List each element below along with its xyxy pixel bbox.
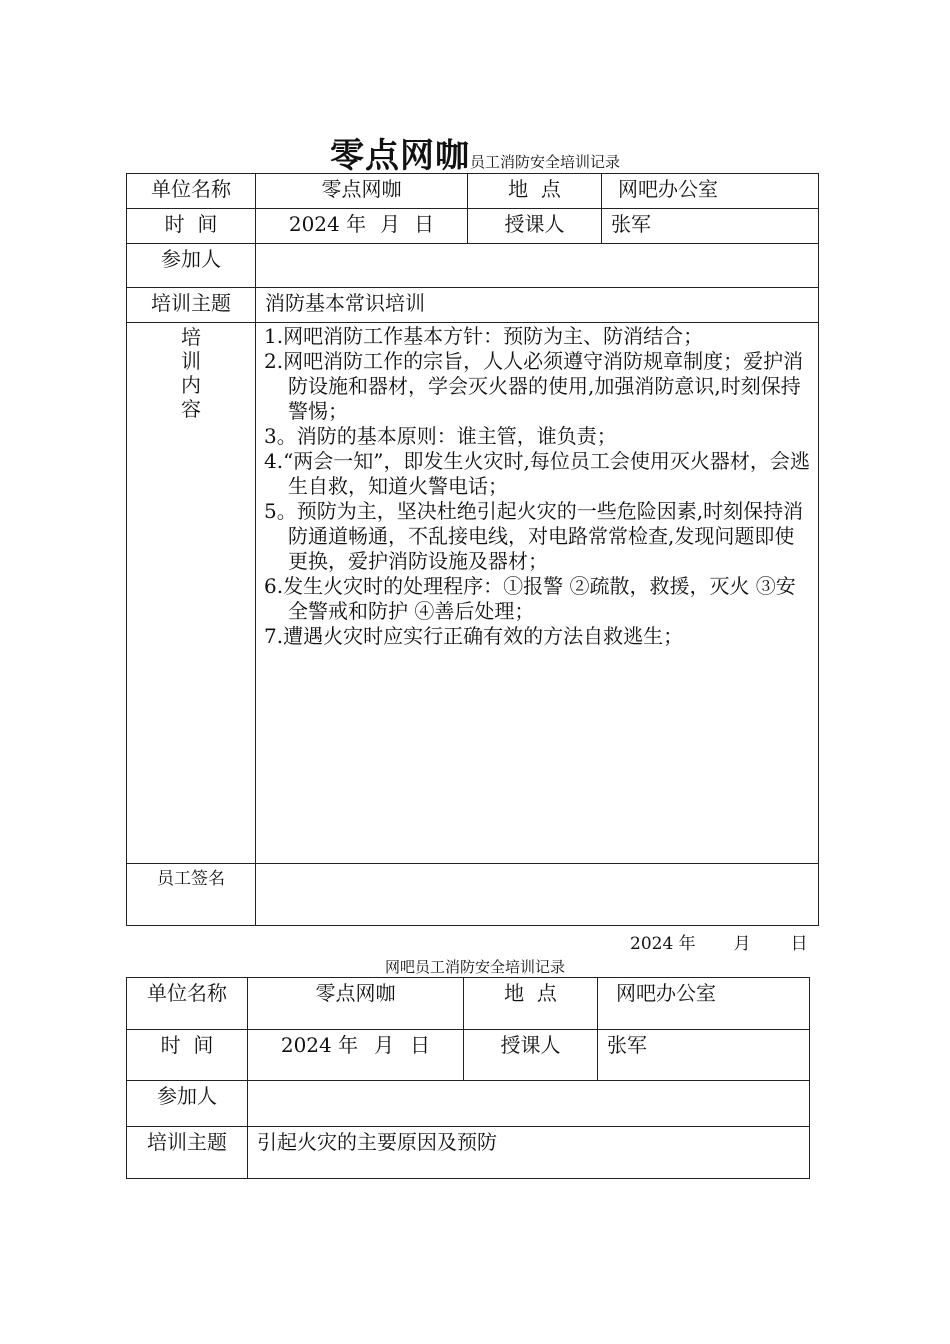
lecturer-value: 张军 [607,1033,647,1057]
location-value: 网吧办公室 [616,981,716,1005]
participants-value [256,244,818,246]
page-title [0,128,950,177]
date-day: 日 [790,934,808,954]
content-item: 3。消防的基本原则：谁主管，谁负责； [264,424,617,448]
time-value [248,1030,463,1058]
title-sub: 员工消防安全培训记录 [469,153,620,171]
topic-value-cell [248,1127,810,1179]
topic-value: 引起火灾的主要原因及预防 [257,1130,497,1154]
signature-label-cell [127,864,256,926]
time-value-cell [256,209,468,244]
time-day: 日 [414,212,435,236]
content-item: 5。预防为主，坚决杜绝引起火灾的一些危险因素,时刻保持消防通道畅通，不乱接电线，对电路常常检查,发现问题即使更换，爱护消防设施及器材； [264,499,804,573]
participants-label-cell [127,1081,248,1127]
signature-value [256,864,818,866]
content-item: 4.“两会一知”，即发生火灾时,每位员工会使用灭火器材，会逃生自救，知道火警电话； [264,449,810,498]
location-label: 地 点 [508,177,561,201]
time-label: 时 间 [164,212,218,236]
content-item: 6.发生火灾时的处理程序：①报警 ②疏散，救援，灭火 ③安全警戒和防护 ④善后处理； [264,574,796,623]
content-value-cell [256,323,819,864]
signature-label: 员工签名 [157,869,225,889]
participants-value [248,1081,809,1083]
location-value: 网吧办公室 [618,177,718,201]
time-month: 月 [380,212,401,236]
training-record-table-1 [126,173,819,926]
content-label-char: 内 [181,373,201,397]
lecturer-label: 授课人 [504,212,565,236]
participants-value-cell [256,244,819,288]
time-label-cell [127,209,256,244]
content-label [176,323,206,421]
content-label-cell [127,323,256,864]
training-record-table-2 [126,977,810,1179]
signature-value-cell [256,864,819,926]
participants-label-cell [127,244,256,288]
time-year: 2024 年 [280,1033,359,1057]
content-label-char: 训 [181,349,201,373]
date-month: 月 [733,934,751,954]
unit-name-value-cell [256,174,468,209]
time-value-cell [248,1030,464,1081]
record-2-title: 网吧员工消防安全培训记录 [384,958,565,976]
time-day: 日 [410,1033,431,1057]
participants-label: 参加人 [157,1084,217,1108]
location-value-cell [598,978,810,1030]
topic-value: 消防基本常识培训 [265,291,425,315]
time-year: 2024 年 [288,212,367,236]
time-value [256,209,467,237]
lecturer-label-cell [464,1030,598,1081]
content-item: 7.遭遇火灾时应实行正确有效的方法自救逃生； [264,624,684,648]
content-list [256,323,818,649]
topic-label: 培训主题 [151,291,231,315]
topic-label-cell [127,1127,248,1179]
lecturer-label-cell [468,209,602,244]
content-item: 2.网吧消防工作的宗旨，人人必须遵守消防规章制度；爱护消防设施和器材，学会灭火器的使用,加强消防意识,时刻保持警惕； [264,349,804,423]
unit-name-value: 零点网咖 [315,981,396,1005]
lecturer-value-cell [598,1030,810,1081]
participants-value-cell [248,1081,810,1127]
content-item: 1.网吧消防工作基本方针：预防为主、防消结合； [264,324,704,348]
time-label: 时 间 [160,1033,214,1057]
content-label-char: 培 [181,325,201,349]
unit-name-label-cell [127,978,248,1030]
title-main: 零点网咖 [329,136,470,176]
unit-name-value-cell [248,978,464,1030]
date-year: 2024 年 [630,934,696,954]
location-label-cell [468,174,602,209]
lecturer-value: 张军 [611,212,651,236]
location-label: 地 点 [504,981,557,1005]
record-date [630,929,808,954]
lecturer-value-cell [602,209,819,244]
content-label-char: 容 [181,397,201,421]
unit-name-label: 单位名称 [151,177,231,201]
unit-name-label-cell [127,174,256,209]
lecturer-label: 授课人 [500,1033,561,1057]
topic-value-cell [256,288,819,323]
unit-name-value: 零点网咖 [321,177,402,201]
time-label-cell [127,1030,248,1081]
topic-label: 培训主题 [147,1130,227,1154]
participants-label: 参加人 [161,247,221,271]
location-label-cell [464,978,598,1030]
topic-label-cell [127,288,256,323]
location-value-cell [602,174,819,209]
unit-name-label: 单位名称 [147,981,227,1005]
time-month: 月 [374,1033,395,1057]
